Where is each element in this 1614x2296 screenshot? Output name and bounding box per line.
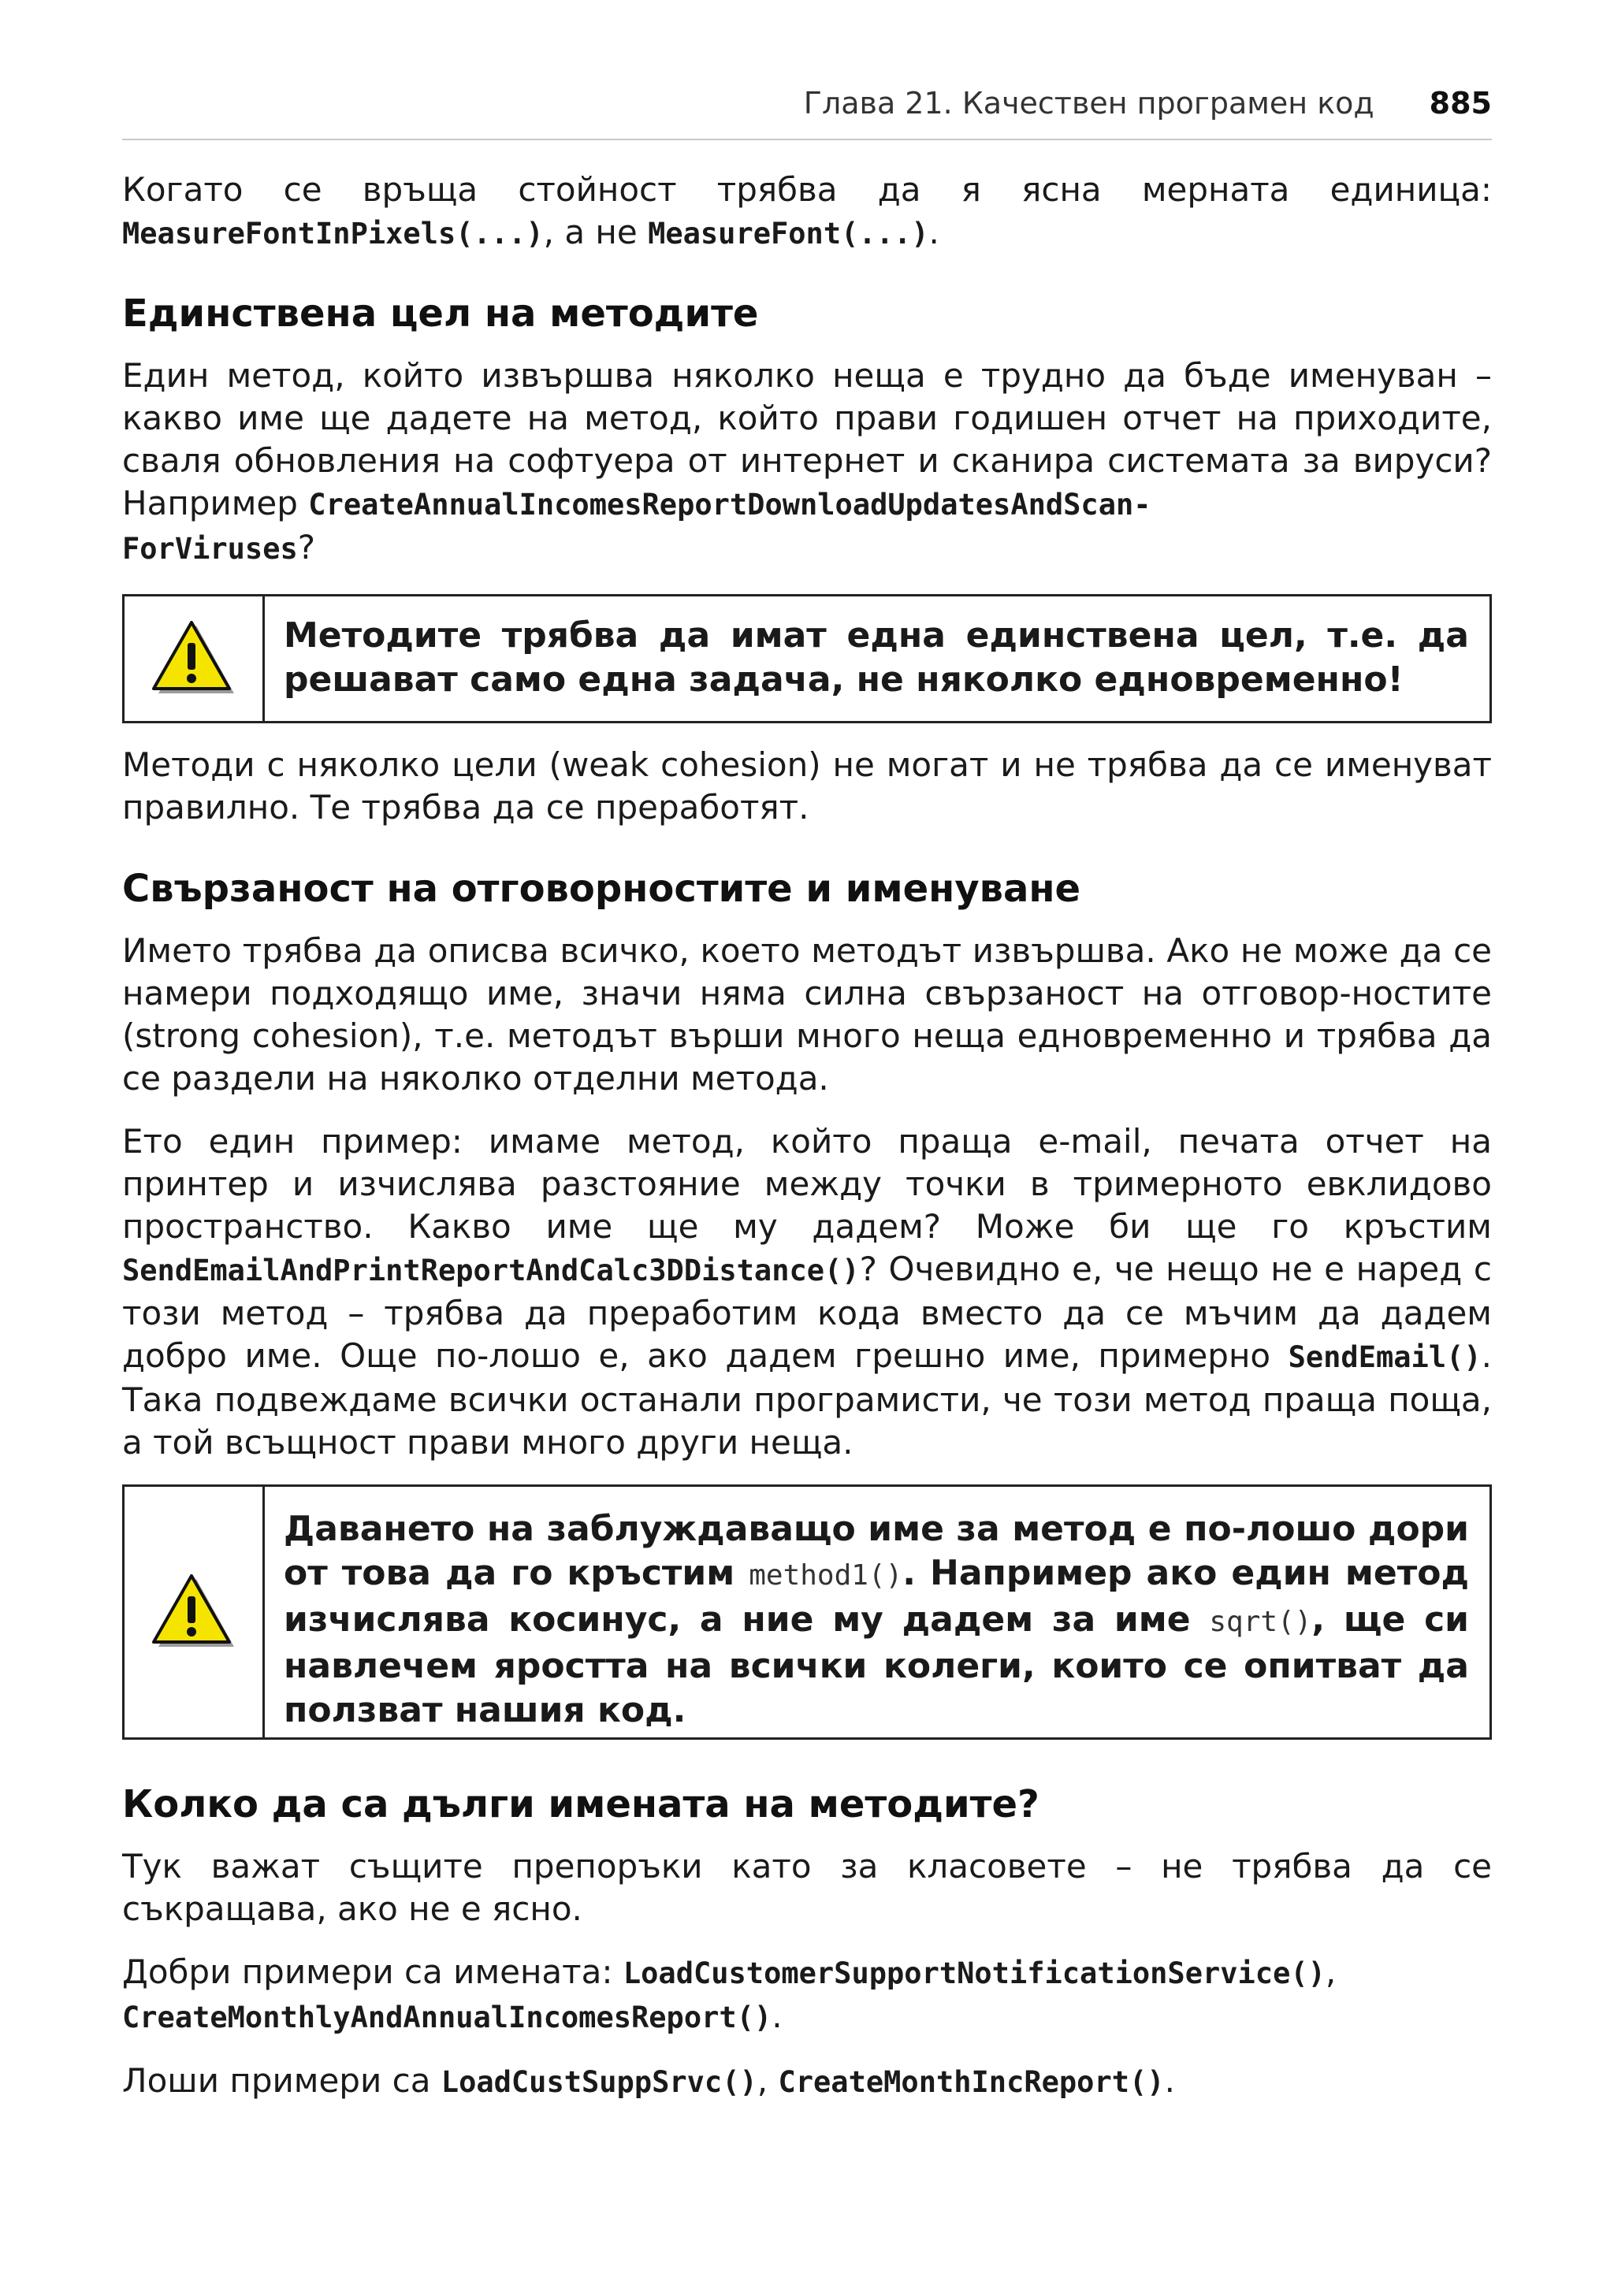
code-measure-font: MeasureFont(...)	[648, 217, 929, 251]
section2-text-c: . Така подвеждаме всички останали програмисти, че този метод праща поща, а той всъщност прави много други неща.	[122, 1336, 1493, 1462]
running-header	[122, 82, 1492, 140]
warning-note-single-purpose	[122, 594, 1492, 723]
note-text-a: Даването на заблуждаващо име за метод е по-лошо дори от това да го кръстим	[284, 1509, 1469, 1593]
intro-middle: , а не	[543, 213, 638, 251]
section2-paragraph-1: Името трябва да описва всичко, което методът извършва. Ако не може да се намери подходящо име, значи няма силна свързаност на отговор-ностите (strong cohesion), т.е. методът върши много неща едновременно и трябва да се раздели на няколко отделни метода.	[122, 931, 1492, 1098]
code-sqrt: sqrt()	[1209, 1606, 1312, 1638]
note-text-c: , ще си навлечем яростта на всички колеги, които се опитват да ползват нашия код.	[284, 1599, 1470, 1730]
code-long-method-name-part1: CreateAnnualIncomesReportDownloadUpdatesAndScan-	[308, 488, 1151, 522]
bad-examples-text: Лоши примери са	[122, 2061, 431, 2100]
section3-paragraph-2	[122, 1951, 1492, 2039]
warning-note-text: Методите трябва да имат една единствена цел, т.е. да решават само една задача, не няколко едновременно!	[284, 615, 1469, 700]
code-long-method-name-part2: ForViruses	[122, 532, 298, 566]
section1-paragraph-2: Методи с няколко цели (weak cohesion) не могат и не трябва да се именуват правилно. Те трябва да се преработят.	[122, 745, 1492, 827]
section1-end: ?	[297, 528, 316, 567]
sentence-end: .	[1164, 2061, 1175, 2100]
warning-icon	[151, 1573, 237, 1651]
separator: ,	[1325, 1952, 1337, 1991]
code-bad-example-1: LoadCustSuppSrvc()	[441, 2065, 757, 2099]
code-method1: method1()	[749, 1559, 903, 1592]
section2-text-b: ? Очевидно е, че нещо не е наред с този метод – трябва да преработим кода вместо да се мъчим да дадем добро име. Още по-лошо е, ако дадем грешно име, примерно	[122, 1250, 1492, 1375]
intro-end: .	[928, 213, 939, 251]
section-heading-name-length: Колко да са дълги имената на методите?	[122, 1782, 1039, 1826]
code-send-email-and-print: SendEmailAndPrintReportAndCalc3DDistance()	[122, 1254, 860, 1287]
code-good-example-2: CreateMonthlyAndAnnualIncomesReport()	[122, 2001, 772, 2034]
page-content	[122, 169, 1492, 2104]
warning-icon-cell	[125, 1487, 265, 1737]
separator: ,	[757, 2061, 768, 2100]
note-text-b: . Например ако един метод изчислява косинус, а ние му дадем за име	[284, 1553, 1469, 1640]
intro-paragraph	[122, 169, 1492, 255]
code-bad-example-2: CreateMonthIncReport()	[778, 2065, 1165, 2099]
section-heading-single-purpose: Единствена цел на методите	[122, 292, 759, 336]
section2-text-a: Ето един пример: имаме метод, който праща e-mail, печата отчет на принтер и изчислява разстояние между точки в тримерното евклидово пространство. Какво име ще му дадем? Може би ще го кръстим	[122, 1122, 1492, 1246]
warning-note-misleading-name	[122, 1484, 1492, 1740]
warning-icon-cell	[125, 596, 265, 721]
code-measure-font-in-pixels: MeasureFontInPixels(...)	[122, 217, 544, 251]
intro-text: Когато се връща стойност трябва да я ясна мерната единица:	[122, 170, 1492, 209]
good-examples-text: Добри примери са имената:	[122, 1952, 613, 1991]
code-good-example-1: LoadCustomerSupportNotificationService()	[623, 1956, 1326, 1990]
section-heading-cohesion: Свързаност на отговорностите и именуване	[122, 867, 1081, 911]
chapter-title: Глава 21. Качествен програмен код	[803, 86, 1374, 121]
section1-paragraph-1	[122, 355, 1492, 570]
code-send-email: SendEmail()	[1288, 1340, 1482, 1374]
section3-paragraph-3	[122, 2060, 1492, 2104]
warning-note-text	[265, 1487, 1489, 1737]
sentence-end: .	[772, 1997, 783, 2035]
page-number: 885	[1429, 86, 1492, 121]
section1-text: Един метод, който извършва няколко неща е трудно да бъде именуван – какво име ще дадете на метод, който прави годишен отчет на приходите, сваля обновления на софтуера от интернет и сканира системата за вируси? Например	[122, 356, 1492, 522]
warning-icon	[151, 619, 237, 698]
section2-paragraph-2	[122, 1120, 1492, 1464]
section3-paragraph-1: Тук важат същите препоръки като за класовете – не трябва да се съкращава, ако не е ясно.	[122, 1847, 1492, 1928]
